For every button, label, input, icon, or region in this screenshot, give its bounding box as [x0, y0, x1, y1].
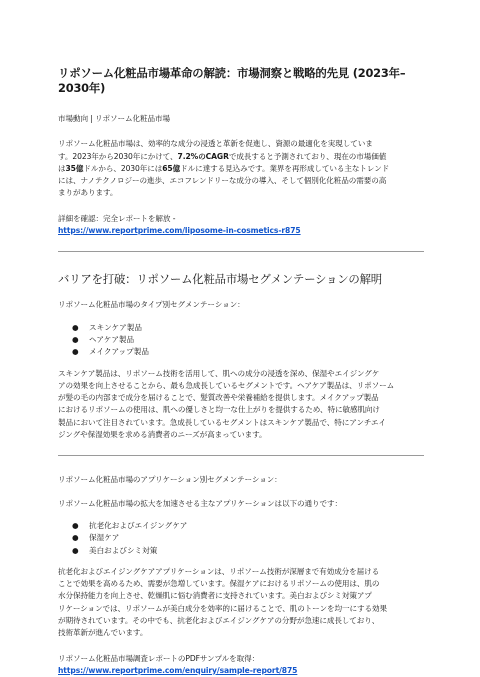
section-heading-type: バリアを打破：リポソーム化粧品市場セグメンテーションの解明 — [58, 272, 382, 287]
application-list — [58, 520, 424, 557]
type-list — [58, 322, 424, 359]
report-cta-label: 詳細を確認：完全レポートを解放 - — [58, 213, 176, 223]
cagr-value: 7.2%のCAGR — [177, 151, 229, 161]
sample-report-link[interactable]: https://www.reportprime.com/enquiry/sample-report/875 — [58, 665, 298, 675]
type-lead: リポソーム化粧品市場のタイプ別セグメンテーション： — [58, 300, 245, 310]
list-item: ● メイクアップ製品 — [58, 346, 424, 358]
application-body: 抗老化およびエイジングケアアプリケーションは、リポソーム技術が深層まで有効成分を届ける ことで効果を高めるため、需要が急増しています。保湿ケアにおけるリポソームの使用は、肌の 水分保持能力を向上させ、乾燥肌に悩む消費者に支持されています。美白およびシミ対策アプ リケーションでは、リポソームが美白成分を効率的に届けることで、肌のトーンを均一にする効果 が期待されています。その中でも、抗老化およびエイジングケアの分野が急速に成長しており、 技術革新が進んでいます。 — [58, 566, 387, 638]
bullet-icon: ● — [72, 533, 79, 543]
section-heading-application: リポソーム化粧品市場のアプリケーション別セグメンテーション： — [58, 475, 282, 485]
intro-paragraph: リポソーム化粧品市場は、効率的な成分の浸透と革新を促進し、資源の最適化を実現していま す。2023年から2030年にかけて、7.2%のCAGRで成長すると予測されており、現在の市場価値 は35億ドルから、2030年には65億ドルに達する見込みです。業界を再形成している主なトレンド には、ナノテクノロジーの進歩、エコフレンドリーな成分の導入、そして個別化化粧品の需要の高 まりがあります。 — [58, 139, 390, 198]
application-lead: リポソーム化粧品市場の拡大を加速させる主なアプリケーションは以下の通りです： — [58, 498, 342, 508]
category-line: 市場動向 | リポソーム化粧品市場 — [58, 114, 170, 123]
bullet-icon: ● — [72, 347, 79, 357]
page-title: リポソーム化粧品市場革命の解読：市場洞察と戦略的先見 (2023年–2030年) — [58, 66, 406, 95]
sample-cta-label: リポソーム化粧品市場調査レポートのPDFサンプルを取得： — [58, 653, 260, 663]
report-link[interactable]: https://www.reportprime.com/liposome-in-cosmetics-r875 — [58, 226, 301, 236]
list-item: ● スキンケア製品 — [58, 322, 424, 334]
divider — [58, 251, 424, 252]
list-item: ● 美白およびシミ対策 — [58, 545, 424, 557]
bullet-icon: ● — [72, 322, 79, 332]
bullet-icon: ● — [72, 334, 79, 344]
market-value-current: 35億 — [65, 163, 84, 173]
type-body: スキンケア製品は、リポソーム技術を活用して、肌への成分の浸透を深め、保湿やエイジングケ アの効果を向上させることから、最も急成長しているセグメントです。ヘアケア製品は、リポソーム が髪の毛の内部まで成分を届けることで、髪質改善や栄養補給を提供します。メイクアップ製品 におけるリポソームの使用は、肌への優しさと均一な仕上がりを提供するため、特に敏感肌向け 製品において注目されています。急成長しているセグメントはスキンケア製品で、特にアンチエイ ジングや保湿効果を求める消費者のニーズが高まっています。 — [58, 368, 395, 440]
divider — [58, 455, 424, 456]
list-item: ● 保湿ケア — [58, 532, 424, 544]
market-value-2030: 65億 — [162, 163, 181, 173]
bullet-icon: ● — [72, 545, 79, 555]
bullet-icon: ● — [72, 520, 79, 530]
list-item: ● 抗老化およびエイジングケア — [58, 520, 424, 532]
list-item: ● ヘアケア製品 — [58, 334, 424, 346]
